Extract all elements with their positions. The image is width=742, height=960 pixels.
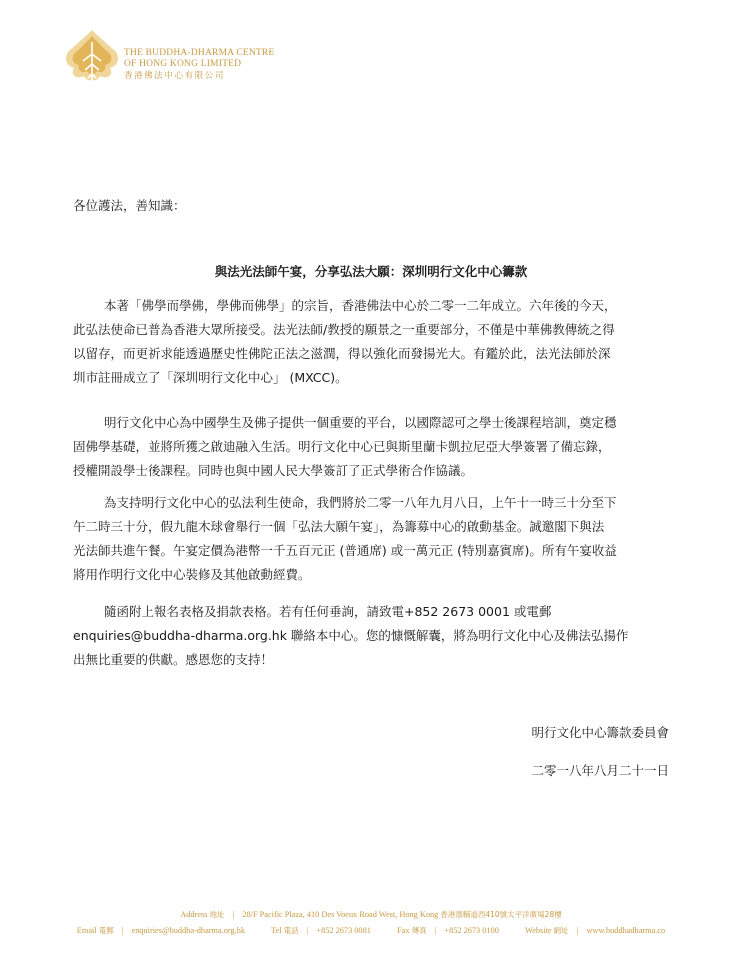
footer-divider: |	[576, 926, 579, 935]
website-label-zh: 網址	[553, 926, 569, 935]
fax-label-zh: 傳真	[411, 926, 427, 935]
paragraph-line: 圳市註冊成立了「深圳明行文化中心」 (MXCC)。	[73, 370, 348, 385]
address-label-zh: 地址	[209, 910, 225, 919]
footer-divider: |	[434, 926, 437, 935]
footer-address-line	[0, 909, 742, 920]
paragraph-4	[73, 600, 673, 672]
fax-label-en: Fax	[397, 926, 410, 935]
tel-label-zh: 電話	[283, 926, 299, 935]
paragraph-2	[73, 411, 673, 483]
paragraph-line: 為支持明行文化中心的弘法利生使命，我們將於二零一八年九月八日，上午十一時三十分至下	[104, 495, 617, 510]
email-link[interactable]: enquiries@buddha-dharma.org.hk	[131, 926, 246, 935]
salutation: 各位護法，善知識：	[73, 198, 186, 213]
footer-divider: |	[306, 926, 309, 935]
paragraph-1	[73, 294, 673, 390]
paragraph-line: 以留存，而更祈求能透過歷史性佛陀正法之滋潤，得以強化而發揚光大。有鑑於此，法光法師於深	[73, 346, 611, 361]
tel-label-en: Tel	[271, 926, 282, 935]
bodhi-leaf-logo-icon	[62, 28, 122, 86]
signature-date: 二零一八年八月二十一日	[531, 763, 669, 778]
letter-title: 與法光法師午宴，分享弘法大願：深圳明行文化中心籌款	[214, 264, 528, 279]
org-name-en-line1: THE BUDDHA-DHARMA CENTRE	[124, 48, 275, 58]
footer-divider: |	[121, 926, 124, 935]
email-label-en: Email	[76, 926, 97, 935]
footer-divider: |	[232, 910, 235, 919]
organization-name	[124, 48, 274, 82]
paragraph-line: 隨函附上報名表格及捐款表格。若有任何垂詢，請致電+852 2673 0001 或電郵	[104, 604, 552, 619]
address-label-en: Address	[180, 910, 208, 919]
signature-committee: 明行文化中心籌款委員會	[531, 725, 669, 740]
paragraph-3	[73, 491, 673, 587]
footer-contact-line	[0, 925, 742, 936]
paragraph-line: 授權開設學士後課程。同時也與中國人民大學簽訂了正式學術合作協議。	[73, 463, 474, 478]
tel-number: +852 2673 0081	[316, 926, 371, 935]
paragraph-line: 本著「佛學而學佛，學佛而佛學」的宗旨，香港佛法中心於二零一二年成立。六年後的今天，	[104, 298, 617, 313]
paragraph-line: 明行文化中心為中國學生及佛子提供一個重要的平台，以國際認可之學士後課程培訓，奠定穩	[104, 415, 617, 430]
address-en: 28/F Pacific Plaza, 410 Des Voeux Road West, Hong Kong	[242, 910, 439, 919]
paragraph-line: 出無比重要的供獻。感恩您的支持！	[73, 652, 274, 667]
paragraph-line: 此弘法使命已普為香港大眾所接受。法光法師/教授的願景之一重要部分，不僅是中華佛教傳統之得	[73, 322, 615, 337]
paragraph-line: enquiries@buddha-dharma.org.hk 聯絡本中心。您的慷慨解囊，將為明行文化中心及佛法弘揚作	[73, 628, 629, 643]
paragraph-line: 將用作明行文化中心裝修及其他啟動經費。	[73, 567, 311, 582]
website-label-en: Website	[525, 926, 552, 935]
address-zh: 香港德輔道西410號太平洋廣場28樓	[440, 910, 562, 919]
email-label-zh: 電郵	[98, 926, 114, 935]
fax-number: +852 2673 0100	[444, 926, 499, 935]
website-link[interactable]: www.buddhadharma.co	[586, 926, 666, 935]
org-name-zh: 香港佛法中心有限公司	[124, 71, 226, 81]
paragraph-line: 固佛學基礎，並將所獲之啟迪融入生活。明行文化中心已與斯里蘭卡凱拉尼亞大學簽署了備忘錄，	[73, 439, 611, 454]
paragraph-line: 光法師共進午餐。午宴定價為港幣一千五百元正 (普通席) 或一萬元正 (特別嘉賓席)。所有午宴收益	[73, 543, 617, 558]
paragraph-line: 午二時三十分，假九龍木球會舉行一個「弘法大願午宴」，為籌募中心的啟動基金。誠邀閣下與法	[73, 519, 605, 534]
org-name-en-line2: OF HONG KONG LIMITED	[124, 59, 242, 69]
